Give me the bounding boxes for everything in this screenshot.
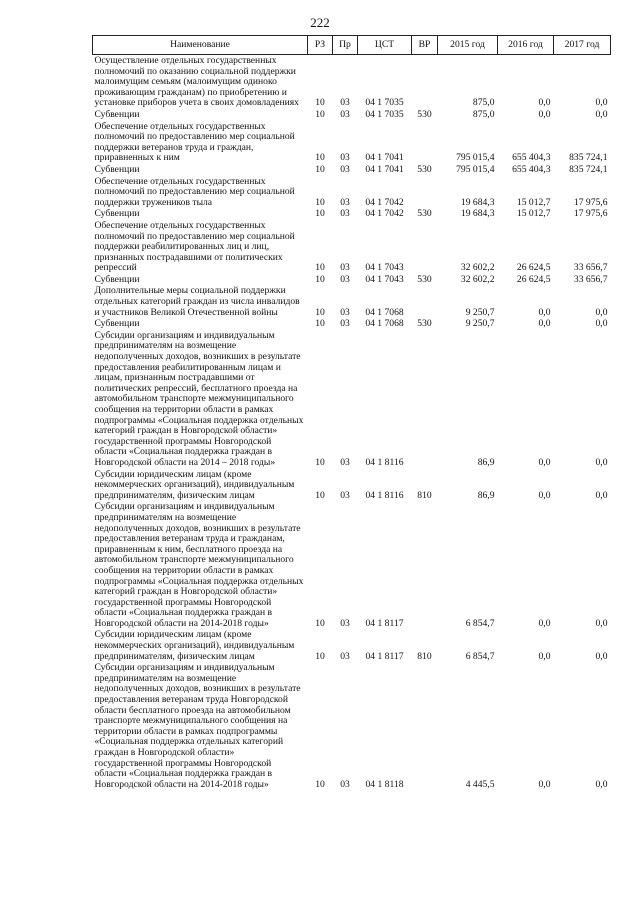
cell-2016: 655 404,3: [512, 152, 551, 164]
cell-name: Субсидии организациям и индивидуальным предпринимателям на возмещение недополученных доходов, возникших в результате предоставления реабилитированным лицам и лицам, признанным пострадавшими от политических репрессий, бесплатного проезда на автомобильном транспорте межмуниципального сообщения на территории области в рамках подпрограммы «Социальная поддержка отдельных категорий граждан в Новгородской области» государственной программы Новгородской области «Социальная поддержка граждан в Новгородской области на 2014 – 2018 годы»: [94, 329, 304, 468]
cell-2017: 0,0: [595, 108, 608, 120]
cell-name: Субвенции: [94, 163, 140, 175]
table-header-row: [93, 36, 611, 55]
cell-2016: 0,0: [538, 318, 551, 330]
cell-vr: [412, 501, 438, 629]
cell-vr: [412, 662, 438, 790]
cell-rz: 10: [315, 196, 325, 208]
cell-cst: 04 1 7041: [365, 152, 404, 164]
cell-2016: 0,0: [538, 778, 551, 790]
table-row: [93, 109, 611, 121]
cell-2017: 33 656,7: [573, 273, 608, 285]
cell-2017: 0,0: [595, 489, 608, 501]
cell-rz: 10: [315, 163, 325, 175]
cell-pr: 03: [340, 650, 350, 662]
table-row: [93, 220, 611, 274]
cell-2016: 0,0: [538, 97, 551, 109]
cell-pr: 03: [340, 306, 350, 318]
cell-rz: 10: [315, 617, 325, 629]
cell-2017: 0,0: [595, 650, 608, 662]
table-row: [93, 176, 611, 209]
table-row: [93, 285, 611, 318]
header-vr: ВР: [412, 36, 438, 55]
cell-2016: 15 012,7: [516, 196, 551, 208]
table-body: [93, 55, 611, 791]
cell-name: Обеспечение отдельных государственных полномочий по предоставлению мер социальной поддержки реабилитированных лиц и лиц, признанных пострадавшими от политических репрессий: [94, 219, 295, 274]
cell-pr: 03: [340, 617, 350, 629]
cell-pr: 03: [340, 196, 350, 208]
cell-rz: 10: [315, 650, 325, 662]
cell-rz: 10: [315, 456, 325, 468]
table-row: [93, 164, 611, 176]
header-rz: РЗ: [308, 36, 333, 55]
table-row: [93, 274, 611, 286]
cell-pr: 03: [340, 489, 350, 501]
cell-pr: 03: [340, 456, 350, 468]
cell-2017: 0,0: [595, 617, 608, 629]
header-2015: 2015 год: [438, 36, 498, 55]
cell-2015: 19 684,3: [460, 196, 495, 208]
cell-2015: 4 445,5: [465, 778, 495, 790]
cell-name: Субсидии юридическим лицам (кроме некоммерческих организаций), индивидуальным предпринимателям, физическим лицам: [94, 629, 295, 662]
cell-rz: 10: [315, 273, 325, 285]
cell-2016: 15 012,7: [516, 208, 551, 220]
table-row: [93, 208, 611, 220]
cell-pr: 03: [340, 208, 350, 220]
cell-name: Осуществление отдельных государственных полномочий по оказанию социальной поддержки малоимущим семьям (малоимущим одиноко проживающим гражданам) по приобретению и установке приборов учета в своих домовладениях: [94, 55, 299, 109]
cell-2016: 0,0: [538, 456, 551, 468]
cell-name: Субсидии организациям и индивидуальным предпринимателям на возмещение недополученных доходов, возникших в результате предоставления ветеранам труда Новгородской области бесплатного проезда на автомобильном транспорте межмуниципального сообщения на территории области в рамках подпрограммы «Социальная поддержка отдельных категорий граждан в Новгородской области» государственной программы Новгородской области «Социальная поддержка граждан в Новгородской области на 2014-2018 годы»: [94, 662, 301, 790]
cell-vr: [412, 55, 438, 109]
cell-2017: 835 724,1: [569, 163, 608, 175]
cell-pr: 03: [340, 273, 350, 285]
table-row: [93, 55, 611, 109]
cell-2017: 835 724,1: [569, 152, 608, 164]
cell-pr: 03: [340, 262, 350, 274]
cell-2017: 0,0: [595, 306, 608, 318]
table-row: [93, 330, 611, 469]
cell-vr: 530: [417, 273, 432, 285]
cell-2016: 0,0: [538, 617, 551, 629]
cell-2015: 86,9: [477, 489, 495, 501]
page-number: 222: [310, 15, 330, 30]
cell-rz: 10: [315, 262, 325, 274]
table-row: [93, 318, 611, 330]
cell-cst: 04 1 7043: [365, 262, 404, 274]
cell-2016: 0,0: [538, 489, 551, 501]
cell-pr: 03: [340, 318, 350, 330]
cell-2016: 26 624,5: [516, 262, 551, 274]
cell-cst: 04 1 7042: [365, 196, 404, 208]
cell-2017: 17 975,6: [573, 196, 608, 208]
cell-pr: 03: [340, 163, 350, 175]
cell-2015: 6 854,7: [465, 617, 495, 629]
header-pr: Пр: [333, 36, 358, 55]
cell-cst: 04 1 7068: [365, 306, 404, 318]
cell-2017: 0,0: [595, 778, 608, 790]
cell-vr: [412, 285, 438, 318]
table-row: [93, 662, 611, 790]
cell-rz: 10: [315, 108, 325, 120]
cell-rz: 10: [315, 306, 325, 318]
cell-2017: 33 656,7: [573, 262, 608, 274]
cell-2015: 32 602,2: [460, 262, 495, 274]
cell-2016: 655 404,3: [512, 163, 551, 175]
cell-cst: 04 1 7035: [365, 97, 404, 109]
cell-rz: 10: [315, 152, 325, 164]
cell-cst: 04 1 8117: [365, 617, 404, 629]
cell-cst: 04 1 7068: [365, 318, 404, 330]
cell-cst: 04 1 8117: [365, 650, 404, 662]
cell-name: Субсидии юридическим лицам (кроме некоммерческих организаций), индивидуальным предпринимателям, физическим лицам: [94, 468, 295, 501]
cell-pr: 03: [340, 778, 350, 790]
cell-2016: 0,0: [538, 108, 551, 120]
cell-pr: 03: [340, 152, 350, 164]
cell-2015: 795 015,4: [456, 163, 495, 175]
cell-2015: 32 602,2: [460, 273, 495, 285]
cell-2015: 795 015,4: [456, 152, 495, 164]
cell-name: Субвенции: [94, 108, 140, 120]
budget-table: [92, 35, 611, 790]
cell-rz: 10: [315, 318, 325, 330]
cell-2015: 875,0: [472, 108, 495, 120]
cell-rz: 10: [315, 778, 325, 790]
cell-rz: 10: [315, 97, 325, 109]
cell-2016: 0,0: [538, 650, 551, 662]
cell-2015: 86,9: [477, 456, 495, 468]
cell-cst: 04 1 7043: [365, 273, 404, 285]
cell-name: Обеспечение отдельных государственных полномочий по предоставлению мер социальной поддержки тружеников тыла: [94, 175, 295, 208]
header-name: Наименование: [93, 36, 308, 55]
cell-vr: 810: [417, 650, 432, 662]
cell-cst: 04 1 7041: [365, 163, 404, 175]
cell-2015: 875,0: [472, 97, 495, 109]
cell-vr: [412, 330, 438, 469]
cell-name: Субвенции: [94, 318, 140, 330]
cell-name: Субвенции: [94, 208, 140, 220]
cell-2015: 19 684,3: [460, 208, 495, 220]
cell-vr: 530: [417, 318, 432, 330]
header-2017: 2017 год: [554, 36, 611, 55]
cell-rz: 10: [315, 489, 325, 501]
cell-vr: [412, 176, 438, 209]
cell-vr: 530: [417, 108, 432, 120]
cell-2015: 9 250,7: [465, 318, 495, 330]
cell-name: Субсидии организациям и индивидуальным предпринимателям на возмещение недополученных доходов, возникших в результате предоставления ветеранам труда и гражданам, приравненным к ним, бесплатного проезда на автомобильном транспорте межмуниципального сообщения на территории области в рамках подпрограммы «Социальная поддержка отдельных категорий граждан в Новгородской области» государственной программы Новгородской области «Социальная поддержка граждан в Новгородской области на 2014-2018 годы»: [94, 501, 304, 629]
cell-rz: 10: [315, 208, 325, 220]
cell-2017: 0,0: [595, 97, 608, 109]
cell-vr: 530: [417, 208, 432, 220]
cell-name: Субвенции: [94, 273, 140, 285]
header-2016: 2016 год: [498, 36, 554, 55]
cell-2017: 17 975,6: [573, 208, 608, 220]
cell-2017: 0,0: [595, 318, 608, 330]
cell-2015: 9 250,7: [465, 306, 495, 318]
cell-vr: [412, 121, 438, 164]
cell-cst: 04 1 8116: [365, 456, 404, 468]
table-row: [93, 629, 611, 662]
cell-cst: 04 1 7035: [365, 108, 404, 120]
cell-2017: 0,0: [595, 456, 608, 468]
cell-vr: 810: [417, 489, 432, 501]
cell-pr: 03: [340, 97, 350, 109]
cell-name: Обеспечение отдельных государственных полномочий по предоставлению мер социальной поддержки ветеранов труда и граждан, приравненных к ним: [94, 120, 295, 164]
cell-2016: 0,0: [538, 306, 551, 318]
cell-2016: 26 624,5: [516, 273, 551, 285]
cell-name: Дополнительные меры социальной поддержки отдельных категорий граждан из числа инвалидов и участников Великой Отечественной войны: [94, 285, 300, 318]
cell-2015: 6 854,7: [465, 650, 495, 662]
cell-pr: 03: [340, 108, 350, 120]
cell-vr: 530: [417, 163, 432, 175]
cell-cst: 04 1 8118: [365, 778, 404, 790]
table-row: [93, 469, 611, 502]
table-row: [93, 121, 611, 164]
header-cst: ЦСТ: [358, 36, 412, 55]
cell-cst: 04 1 8116: [365, 489, 404, 501]
cell-vr: [412, 220, 438, 274]
table-row: [93, 501, 611, 629]
cell-cst: 04 1 7042: [365, 208, 404, 220]
